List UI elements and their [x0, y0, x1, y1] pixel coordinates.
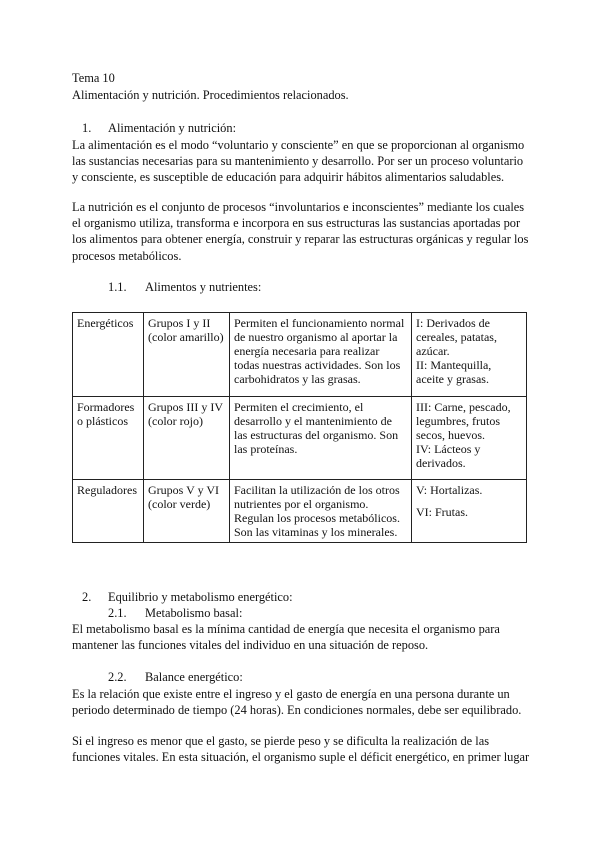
table-row — [73, 480, 527, 543]
cell-function: Permiten el crecimiento, el desarrollo y el mantenimiento de las estructuras del organismo. Son las proteínas. — [230, 397, 412, 480]
food-item: IV: Lácteos y derivados. — [416, 442, 481, 470]
table-row — [73, 397, 527, 480]
paragraph-deficit: Si el ingreso es menor que el gasto, se pierde peso y se dificulta la realización de las funciones vitales. En esta situación, el organismo suple el déficit energético, en primer lugar — [72, 734, 530, 765]
paragraph-metabolismo-basal: El metabolismo basal es la mínima cantidad de energía que necesita el organismo para mantener las funciones vitales del individuo en una situación de reposo. — [72, 622, 500, 653]
paragraph-nutricion: La nutrición es el conjunto de procesos “involuntarios e inconscientes” mediante los cuales el organismo utiliza, transforma e incorpora en sus estructuras las sustancias aportadas por los alimentos para obtener energía, construir y reparar las estructuras orgánicas y regular los procesos metabólicos. — [72, 200, 529, 263]
cell-groups: Grupos I y II (color amarillo) — [144, 313, 230, 397]
section-2-1-number: 2.1. — [108, 606, 127, 620]
table-row — [73, 313, 527, 397]
cell-foods — [412, 480, 527, 543]
food-item: V: Hortalizas. — [416, 483, 483, 497]
document-title: Alimentación y nutrición. Procedimientos relacionados. — [72, 88, 349, 102]
food-item: I: Derivados de cereales, patatas, azúcar. — [416, 316, 497, 358]
food-item: VI: Frutas. — [416, 505, 468, 519]
section-1-heading: Alimentación y nutrición: — [108, 121, 237, 135]
section-2-2-number: 2.2. — [108, 670, 127, 684]
section-2-heading: Equilibrio y metabolismo energético: — [108, 590, 293, 604]
cell-function: Permiten el funcionamiento normal de nuestro organismo al aportar la energía necesaria para realizar todas nuestras actividades. Son los carbohidratos y las grasas. — [230, 313, 412, 397]
cell-type: Reguladores — [73, 480, 144, 543]
section-1-1-number: 1.1. — [108, 280, 127, 294]
cell-type: Formadores o plásticos — [73, 397, 144, 480]
section-1-1-heading: Alimentos y nutrientes: — [145, 280, 262, 294]
cell-type: Energéticos — [73, 313, 144, 397]
food-item: II: Mantequilla, aceite y grasas. — [416, 358, 492, 386]
cell-function: Facilitan la utilización de los otros nutrientes por el organismo. Regulan los procesos metabólicos. Son las vitaminas y los minerales. — [230, 480, 412, 543]
paragraph-balance: Es la relación que existe entre el ingreso y el gasto de energía en una persona durante un periodo determinado de tiempo (24 horas). En condiciones normales, debe ser equilibrado. — [72, 687, 522, 718]
section-1-number: 1. — [82, 121, 92, 135]
cell-foods — [412, 313, 527, 397]
topic-label: Tema 10 — [72, 71, 115, 85]
cell-foods — [412, 397, 527, 480]
section-2-1-heading: Metabolismo basal: — [145, 606, 243, 620]
nutrients-table — [72, 312, 527, 543]
food-item: III: Carne, pescado, legumbres, frutos secos, huevos. — [416, 400, 511, 442]
cell-groups: Grupos V y VI (color verde) — [144, 480, 230, 543]
section-2-2-heading: Balance energético: — [145, 670, 243, 684]
paragraph-alimentacion: La alimentación es el modo “voluntario y consciente” en que se proporcionan al organismo las sustancias necesarias para su mantenimiento y desarrollo. Por ser un proceso voluntario y consciente, es susceptible de educación para adquirir hábitos alimentarios saludables. — [72, 138, 525, 185]
cell-groups: Grupos III y IV (color rojo) — [144, 397, 230, 480]
section-2-number: 2. — [82, 590, 92, 604]
